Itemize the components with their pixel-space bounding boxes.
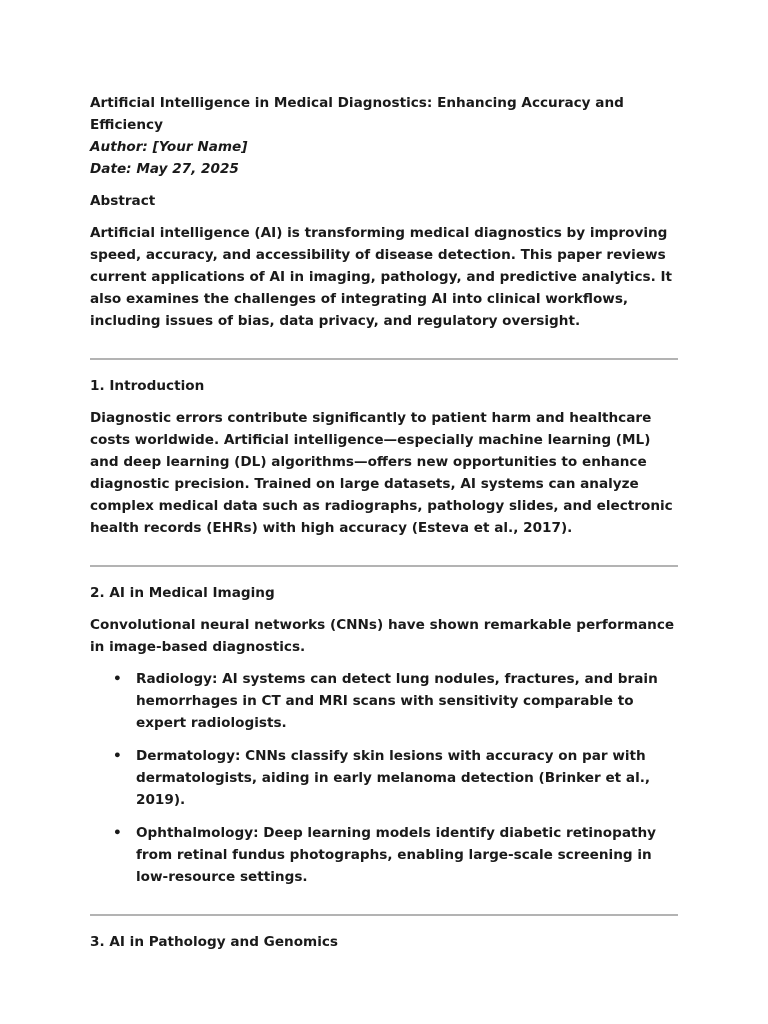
imaging-text: Convolutional neural networks (CNNs) have shown remarkable performance in image-based diagnostics. — [90, 617, 675, 655]
bullet-text: Ophthalmology: Deep learning models identify diabetic retinopathy from retinal fundus photographs, enabling large-scale screening in low-resource settings. — [136, 825, 657, 885]
imaging-heading: 2. AI in Medical Imaging — [90, 585, 275, 601]
imaging-bullet-list — [90, 668, 678, 888]
bullet-icon: • — [113, 671, 122, 687]
document-date: Date: May 27, 2025 — [90, 161, 239, 177]
document-title: Artificial Intelligence in Medical Diagnostics: Enhancing Accuracy and Efficiency — [90, 95, 624, 133]
pathology-heading: 3. AI in Pathology and Genomics — [90, 934, 339, 950]
bullet-text: Dermatology: CNNs classify skin lesions with accuracy on par with dermatologists, aiding in early melanoma detection (Brinker et al., 2019). — [136, 748, 651, 808]
list-item — [90, 668, 678, 734]
bullet-icon: • — [113, 825, 122, 841]
list-item — [90, 745, 678, 811]
list-item — [90, 822, 678, 888]
document-author: Author: [Your Name] — [90, 139, 248, 155]
introduction-text: Diagnostic errors contribute significantly to patient harm and healthcare costs worldwide. Artificial intelligence—especially machine learning (ML) and deep learning (DL) algorithms—offers new opportunities to enhance diagnostic precision. Trained on large datasets, AI systems can analyze complex medical data such as radiographs, pathology slides, and electronic health records (EHRs) with high accuracy (Esteva et al., 2017). — [90, 410, 673, 536]
document-header — [90, 0, 678, 180]
abstract-text: Artificial intelligence (AI) is transforming medical diagnostics by improving speed, accuracy, and accessibility of disease detection. This paper reviews current applications of AI in imaging, pathology, and predictive analytics. It also examines the challenges of integrating AI into clinical workflows, including issues of bias, data privacy, and regulatory oversight. — [90, 225, 673, 329]
abstract-heading: Abstract — [90, 193, 156, 209]
bullet-text: Radiology: AI systems can detect lung nodules, fractures, and brain hemorrhages in CT and MRI scans with sensitivity comparable to expert radiologists. — [136, 671, 658, 731]
bullet-icon: • — [113, 748, 122, 764]
introduction-heading: 1. Introduction — [90, 378, 205, 394]
